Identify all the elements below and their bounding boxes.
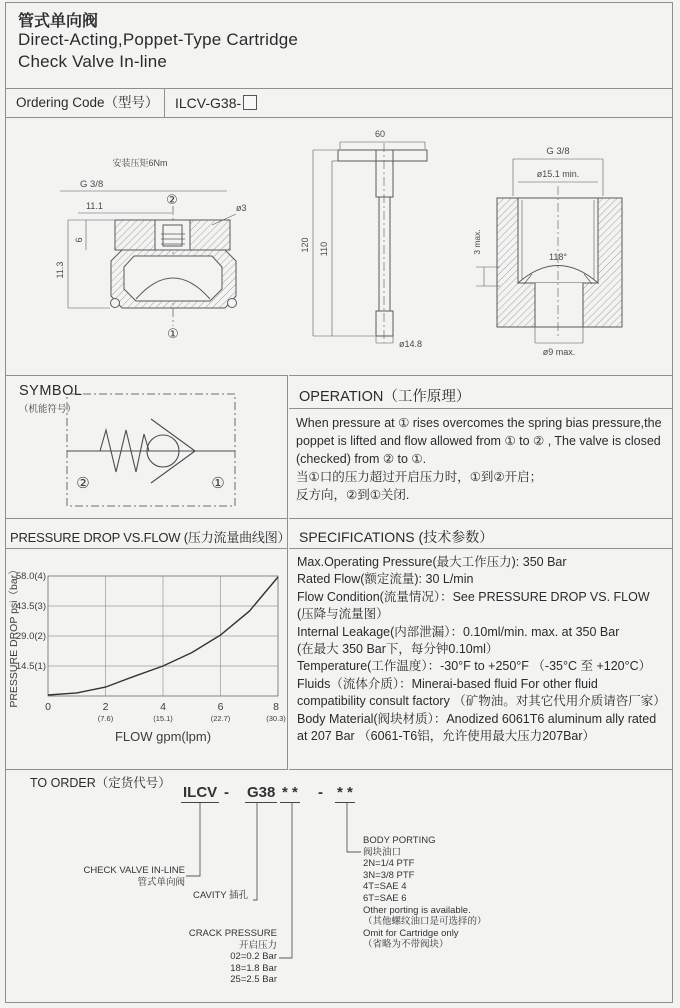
dim-110: 110 <box>319 241 329 257</box>
y-tick-labels <box>16 571 46 672</box>
spec-line: Rated Flow(额定流量): 30 L/min <box>297 572 474 587</box>
x-tick: 6 <box>217 701 224 713</box>
thread-size-label: G 3/8 <box>80 179 104 190</box>
order-code-cavity: G38 <box>247 784 276 801</box>
operation-line: When pressure at ① rises overcomes the spring bias pressure,the <box>296 416 662 430</box>
order-code-dash2: - <box>318 784 323 801</box>
specifications-section <box>289 518 673 770</box>
operation-title: OPERATION（工作原理） <box>289 376 673 409</box>
x-subtick: (22.7) <box>210 714 231 723</box>
order-code-dash: - <box>224 784 229 801</box>
dim-11-1: 11.1 <box>86 201 103 211</box>
check-valve-label-zh: 管式单向阀 <box>137 876 185 888</box>
to-order-section <box>5 770 672 1003</box>
x-tick: 0 <box>45 701 51 713</box>
check-valve-symbol <box>5 376 288 517</box>
dim-11-3: 11.3 <box>55 261 65 279</box>
x-subtick: (7.6) <box>97 714 114 723</box>
x-tick: 4 <box>160 701 166 713</box>
drawing-cavity <box>472 138 672 368</box>
crack-pressure-option: 18=1.8 Bar <box>230 962 277 974</box>
check-valve-label-en: CHECK VALVE IN-LINE <box>83 865 185 876</box>
order-code-prefix: ILCV <box>183 784 218 801</box>
dim-60: 60 <box>374 129 386 139</box>
port-2-marker: ② <box>166 192 178 207</box>
crack-pressure-option: 02=0.2 Bar <box>230 951 277 963</box>
body-porting-option: 2N=1/4 PTF <box>363 858 415 870</box>
spec-line: Fluids（流体介质）：Minerai-based fluid For other fluid <box>297 676 598 691</box>
body-porting-label <box>363 835 487 951</box>
spec-line: Max.Operating Pressure(最大工作压力): 350 Bar <box>297 555 567 569</box>
cavity-label: CAVITY 插孔 <box>193 890 249 901</box>
page-title-en-line2: Check Valve In-line <box>18 52 167 71</box>
crack-pressure-label <box>185 928 277 986</box>
symbol-port-1: ① <box>211 475 225 492</box>
inline-body-geometry <box>313 142 427 343</box>
pressure-flow-chart <box>5 549 287 767</box>
ordering-code-label: Ordering Code（型号） <box>5 89 165 117</box>
check-valve-label <box>65 865 185 888</box>
body-porting-subtitle: 阀块油口 <box>363 846 402 858</box>
chart-grid <box>48 576 278 696</box>
y-tick: 58.0(4) <box>15 571 46 582</box>
port-1-marker: ① <box>167 326 179 341</box>
to-order-title: TO ORDER（定货代号） <box>30 776 171 790</box>
spec-line: Body Material(阀块材质）：Anodized 6061T6 aluminum ally rated <box>297 711 657 726</box>
symbol-section <box>5 375 288 518</box>
dim-6: 6 <box>74 237 84 243</box>
x-tick-labels <box>45 701 279 713</box>
body-porting-note: （其他螺纹油口是可选择的） <box>363 916 487 928</box>
dim-3-max: 3 max. <box>472 229 482 255</box>
dim-dia-15-1: ø15.1 min. <box>536 169 580 179</box>
chart-title: PRESSURE DROP VS.FLOW (压力流量曲线图） <box>5 519 287 549</box>
page-title-en-line1: Direct-Acting,Poppet-Type Cartridge <box>18 30 299 49</box>
operation-line: poppet is lifted and flow allowed from ① to ② , The valve is closed <box>296 434 661 448</box>
operation-text <box>289 409 673 504</box>
operation-line: 当①口的压力超过开启压力时，①到②开启； <box>296 470 543 484</box>
crack-pressure-option: 25=2.5 Bar <box>230 974 277 986</box>
y-axis-label: PRESSURE DROP psi（bar） <box>8 564 20 708</box>
body-porting-option: 3N=3/8 PTF <box>363 869 415 881</box>
spec-line: Flow Condition(流量情况）：See PRESSURE DROP VS. FLOW <box>297 589 650 604</box>
spec-line: (在最大 350 Bar下，每分钟0.10ml） <box>297 642 499 657</box>
pressure-drop-section <box>5 518 291 770</box>
dim-dia-14-8: ø14.8 <box>399 339 423 349</box>
spec-line: (压降与流量图） <box>297 607 389 622</box>
cavity-thread-label: G 3/8 <box>546 146 570 157</box>
dim-120: 120 <box>300 237 310 253</box>
crack-pressure-title: CRACK PRESSURE <box>188 928 277 939</box>
body-porting-note: Other porting is available. <box>363 904 471 916</box>
ordering-code-value <box>175 89 257 117</box>
order-code-porting-stars: * * <box>337 784 353 801</box>
page-title-zh: 管式单向阀 <box>18 13 99 30</box>
ordering-code-blank-box <box>243 95 257 110</box>
operation-section <box>289 375 673 518</box>
body-porting-note: （省略为不带阀块） <box>363 939 449 951</box>
specifications-title: SPECIFICATIONS (技术参数） <box>289 519 673 549</box>
operation-line: (checked) from ② to ①. <box>296 452 427 466</box>
spec-line: compatibility consult factory （矿物油。对其它代用介质请咨厂家） <box>297 694 666 709</box>
symbol-port-2: ② <box>76 475 90 492</box>
dim-hole-3: ø3 <box>236 203 247 213</box>
dim-angle-118: 118° <box>549 252 567 262</box>
y-tick: 14.5(1) <box>15 661 46 672</box>
order-code-crack-stars: * * <box>282 784 298 801</box>
symbol-title: SYMBOL <box>19 383 83 399</box>
crack-pressure-subtitle: 开启压力 <box>238 939 277 951</box>
x-tick: 2 <box>102 701 109 713</box>
drawing-inline-body <box>295 123 475 368</box>
spec-line: Internal Leakage(内部泄漏）：0.10ml/min. max. at 350 Bar <box>297 624 620 639</box>
torque-note: 安装压矩6Nm <box>112 158 168 168</box>
body-porting-title: BODY PORTING <box>363 835 436 846</box>
ordering-code-text: ILCV-G38- <box>175 95 242 111</box>
cartridge-geometry <box>60 191 237 326</box>
x-axis-label: FLOW gpm(lpm) <box>114 729 212 744</box>
dim-dia-9-max: ø9 max. <box>542 347 576 357</box>
symbol-subtitle: （机能符号） <box>19 404 77 415</box>
specifications-text <box>289 549 673 745</box>
x-tick-sublabels <box>98 714 287 723</box>
ordering-code-row <box>5 88 672 118</box>
x-tick: 8 <box>273 701 279 713</box>
x-subtick: (15.1) <box>153 714 173 723</box>
y-tick: 29.0(2) <box>15 631 46 642</box>
drawing-cartridge-section <box>22 130 292 372</box>
cavity-geometry <box>476 159 622 343</box>
spec-line: at 207 Bar （6061-T6铝，允许使用最大压力207Bar） <box>297 729 596 744</box>
operation-line: 反方向，②到①关闭. <box>296 488 410 502</box>
inline-body-dimension-lines <box>313 142 425 343</box>
body-porting-option: 4T=SAE 4 <box>363 881 407 893</box>
spec-line: Temperature(工作温度）：-30°F to +250°F （-35°C 至 +120°C） <box>297 659 652 674</box>
x-subtick: (30.3) <box>266 714 286 723</box>
body-porting-note: Omit for Cartridge only <box>363 927 459 939</box>
y-tick: 43.5(3) <box>15 601 46 612</box>
body-porting-option: 6T=SAE 6 <box>363 892 407 904</box>
